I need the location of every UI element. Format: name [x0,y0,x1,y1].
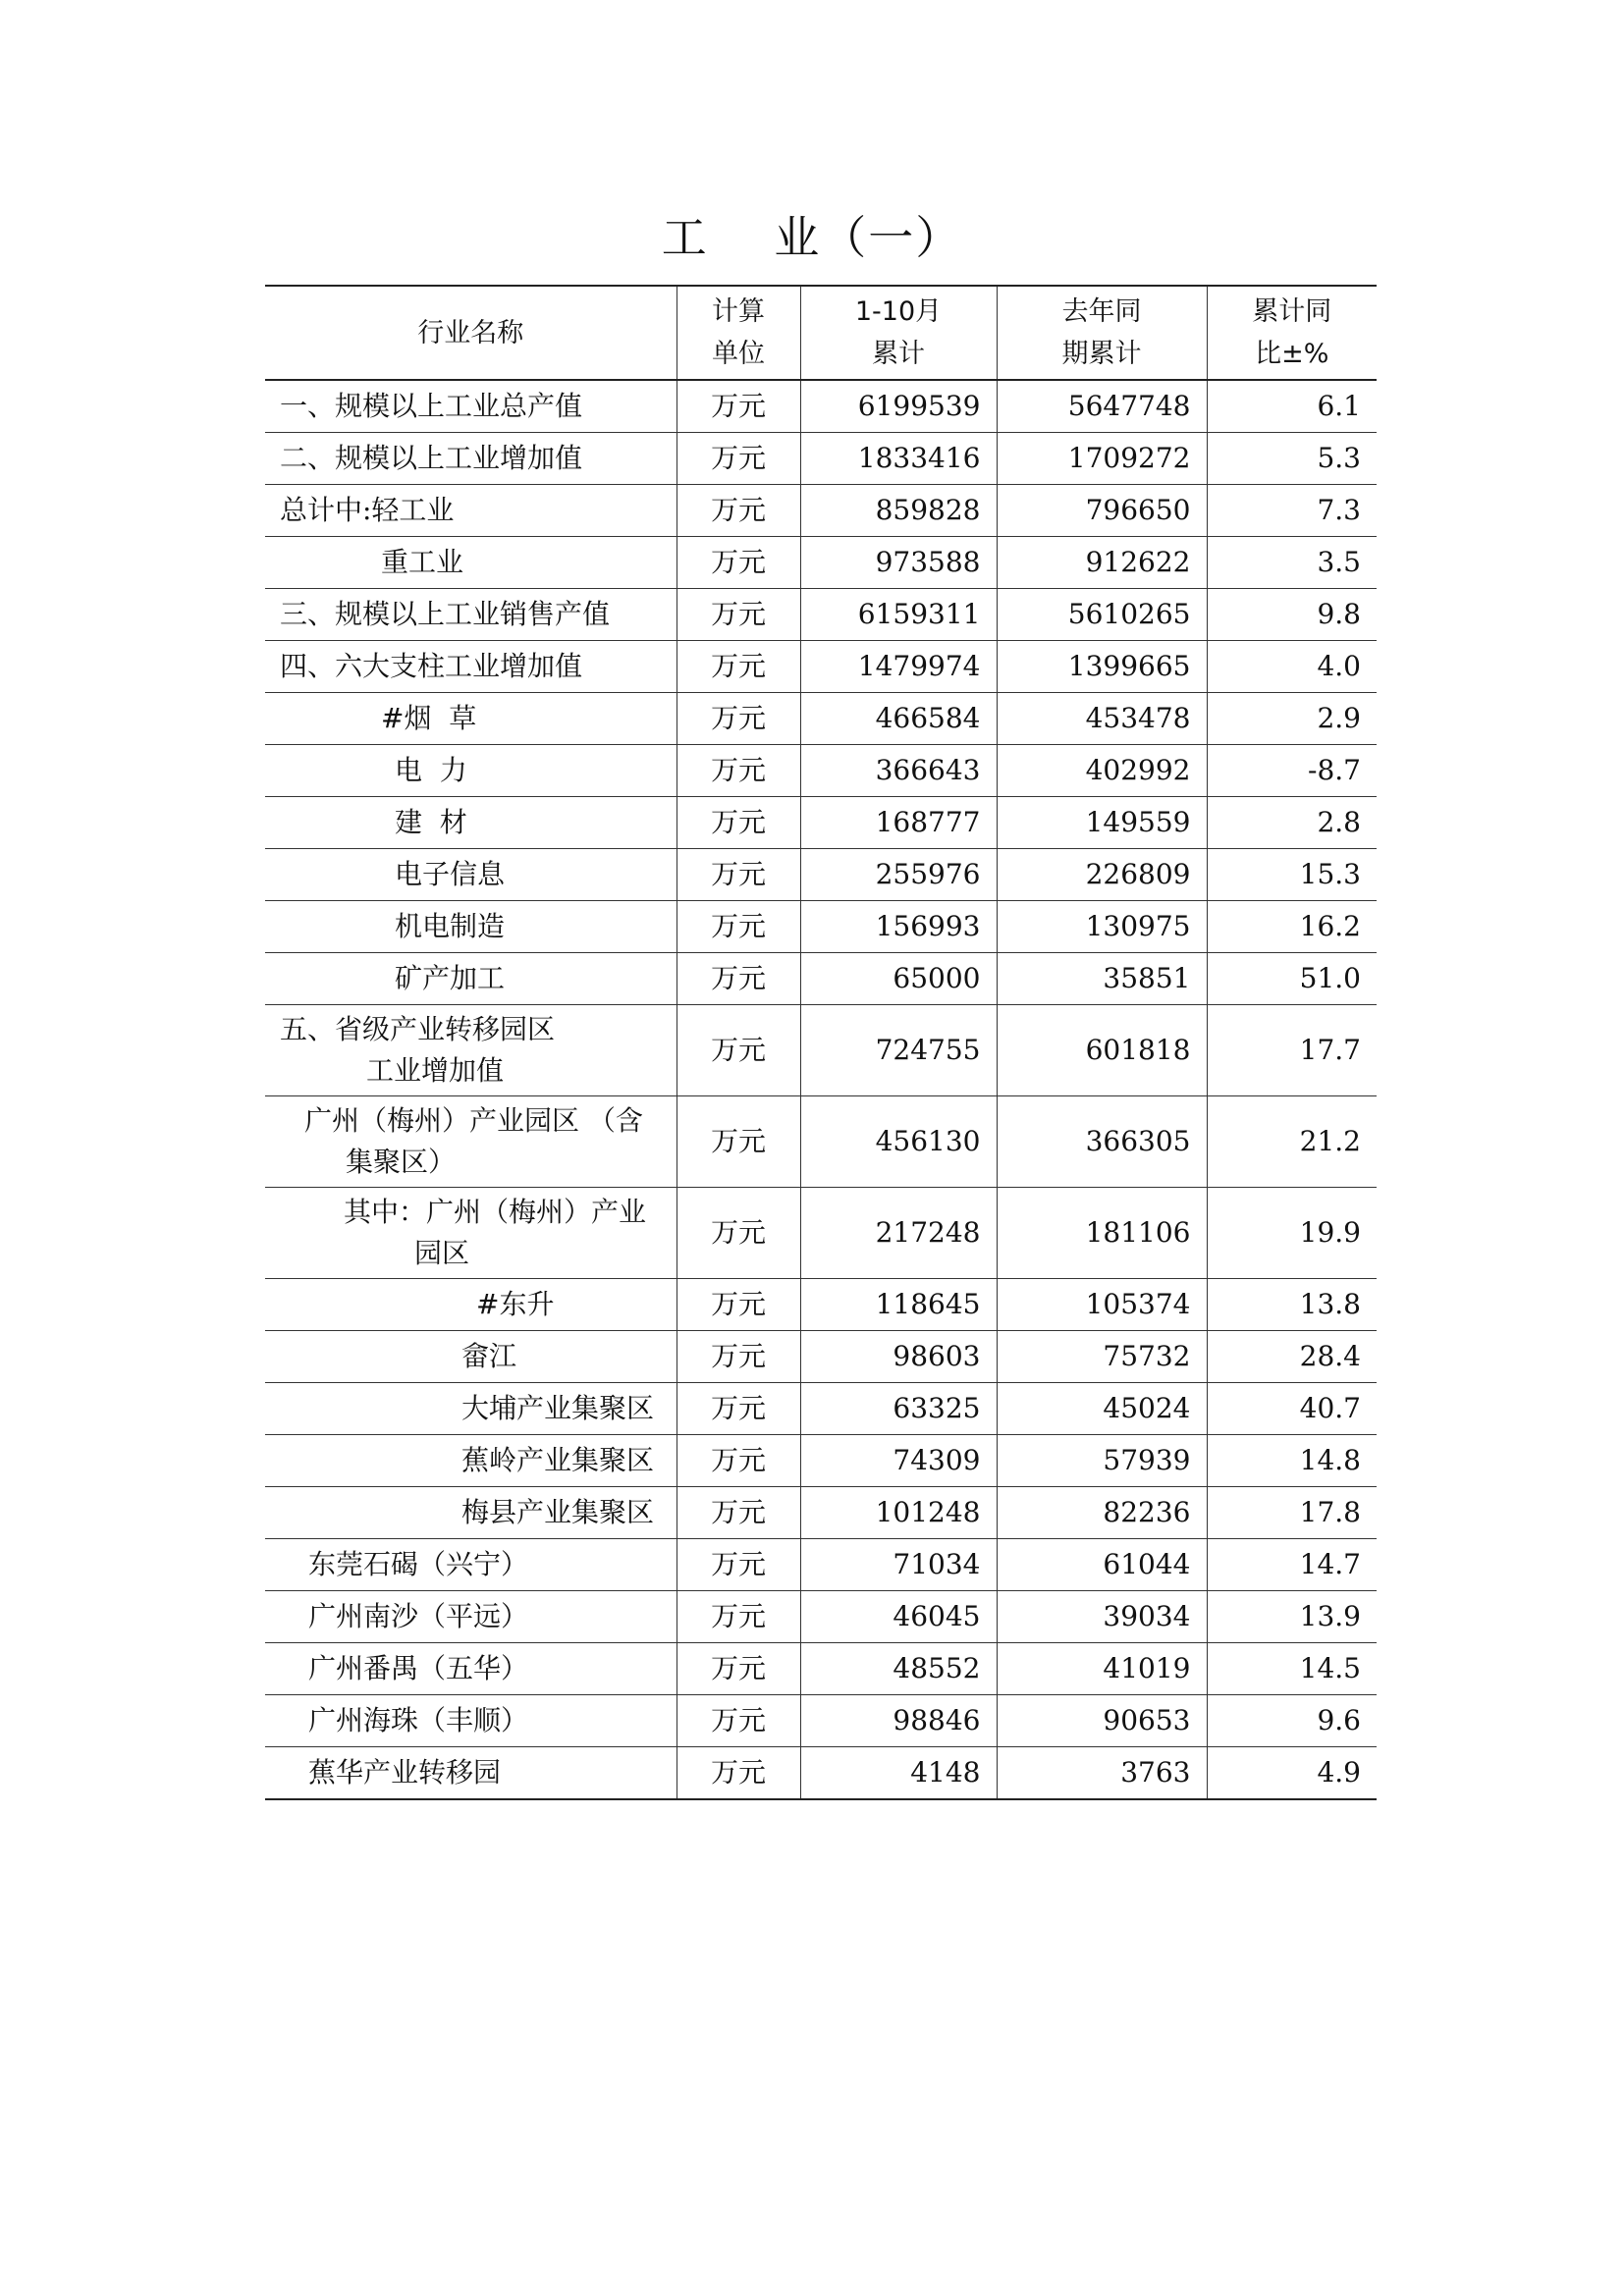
table-row [265,1005,1377,1096]
row-change-percent: 16.2 [1207,901,1377,953]
table-row [265,537,1377,589]
row-current-value: 973588 [800,537,997,589]
row-previous-value: 61044 [997,1539,1207,1591]
row-unit: 万元 [677,380,800,433]
row-previous-value: 57939 [997,1435,1207,1487]
row-name: 广州南沙（平远） [308,1600,529,1632]
row-current-value: 74309 [800,1435,997,1487]
table-row [265,1331,1377,1383]
table-row [265,1096,1377,1188]
row-unit: 万元 [677,1096,800,1188]
row-name: 重工业 [381,546,464,578]
row-name: #烟 草 [381,702,477,734]
row-previous-value: 912622 [997,537,1207,589]
row-current-value: 6199539 [800,380,997,433]
table-row [265,797,1377,849]
row-current-value: 63325 [800,1383,997,1435]
row-name: 电 力 [395,754,467,786]
row-name-cell [265,797,677,849]
row-previous-value: 402992 [997,745,1207,797]
header-previous-line2: 期累计 [1061,339,1142,369]
table-row [265,849,1377,901]
row-unit: 万元 [677,433,800,485]
row-previous-value: 75732 [997,1331,1207,1383]
row-unit: 万元 [677,641,800,693]
table-row [265,1643,1377,1695]
row-name-cell [265,1279,677,1331]
header-current-line2: 累计 [872,339,925,369]
header-unit [677,286,800,380]
row-current-value: 456130 [800,1096,997,1188]
row-name-cell [265,433,677,485]
row-unit: 万元 [677,1331,800,1383]
header-previous-line1: 去年同 [1061,296,1142,327]
row-name: 建 材 [395,806,467,838]
row-change-percent: 14.8 [1207,1435,1377,1487]
row-previous-value: 149559 [997,797,1207,849]
row-name-line2: 工业增加值 [366,1054,505,1087]
row-name: 广州海珠（丰顺） [308,1704,529,1736]
row-unit: 万元 [677,1383,800,1435]
row-name: 机电制造 [395,910,506,942]
row-name-cell [265,1435,677,1487]
row-change-percent: 51.0 [1207,953,1377,1005]
row-current-value: 71034 [800,1539,997,1591]
row-previous-value: 105374 [997,1279,1207,1331]
row-name: 总计中:轻工业 [280,494,455,526]
row-name-cell [265,641,677,693]
table-row [265,1188,1377,1279]
row-unit: 万元 [677,1005,800,1096]
row-name-line2: 集聚区） [346,1146,457,1178]
row-change-percent: 7.3 [1207,485,1377,537]
row-change-percent: 40.7 [1207,1383,1377,1435]
table-row [265,745,1377,797]
row-name: 其中：广州（梅州）产业 [344,1196,647,1228]
table-row [265,1695,1377,1747]
row-previous-value: 41019 [997,1643,1207,1695]
row-unit: 万元 [677,953,800,1005]
header-unit-line2: 单位 [712,339,765,369]
row-change-percent: 15.3 [1207,849,1377,901]
row-name: 矿产加工 [395,962,506,994]
row-current-value: 101248 [800,1487,997,1539]
row-previous-value: 1709272 [997,433,1207,485]
row-change-percent: 6.1 [1207,380,1377,433]
row-previous-value: 226809 [997,849,1207,901]
row-unit: 万元 [677,797,800,849]
row-unit: 万元 [677,745,800,797]
table-row [265,380,1377,433]
row-change-percent: 4.9 [1207,1747,1377,1800]
table-row [265,693,1377,745]
header-change-line2: 比±% [1255,339,1329,369]
row-previous-value: 601818 [997,1005,1207,1096]
row-name-cell [265,1747,677,1800]
table-row [265,1487,1377,1539]
row-change-percent: 17.7 [1207,1005,1377,1096]
table-row [265,1435,1377,1487]
row-current-value: 366643 [800,745,997,797]
row-change-percent: 4.0 [1207,641,1377,693]
row-name: 五、省级产业转移园区 [280,1013,556,1045]
row-previous-value: 45024 [997,1383,1207,1435]
header-yoy-change [1207,286,1377,380]
table-header-row [265,286,1377,380]
row-name-cell [265,849,677,901]
row-current-value: 724755 [800,1005,997,1096]
row-current-value: 217248 [800,1188,997,1279]
row-unit: 万元 [677,1279,800,1331]
page-title: 工 业（一） [661,211,963,264]
row-change-percent: 3.5 [1207,537,1377,589]
row-unit: 万元 [677,1435,800,1487]
row-previous-value: 82236 [997,1487,1207,1539]
row-previous-value: 5610265 [997,589,1207,641]
row-change-percent: 17.8 [1207,1487,1377,1539]
row-name: 三、规模以上工业销售产值 [280,598,611,630]
row-unit: 万元 [677,1591,800,1643]
row-name: 蕉岭产业集聚区 [461,1444,655,1476]
row-name-cell [265,745,677,797]
row-current-value: 156993 [800,901,997,953]
row-unit: 万元 [677,589,800,641]
row-change-percent: 2.9 [1207,693,1377,745]
row-current-value: 1479974 [800,641,997,693]
row-name: 广州番禺（五华） [308,1652,529,1684]
table-row [265,901,1377,953]
row-name-cell [265,1695,677,1747]
row-current-value: 98846 [800,1695,997,1747]
row-unit: 万元 [677,849,800,901]
row-change-percent: 9.6 [1207,1695,1377,1747]
table-row [265,1747,1377,1800]
row-change-percent: 21.2 [1207,1096,1377,1188]
row-name-cell [265,1383,677,1435]
row-unit: 万元 [677,485,800,537]
row-current-value: 6159311 [800,589,997,641]
row-name-cell [265,1539,677,1591]
row-name-line2: 园区 [414,1237,470,1269]
row-name: 二、规模以上工业增加值 [280,442,583,474]
row-name: 广州（梅州）产业园区 （含 [304,1104,643,1137]
header-unit-line1: 计算 [712,296,765,327]
row-unit: 万元 [677,693,800,745]
table-row [265,1383,1377,1435]
row-change-percent: 5.3 [1207,433,1377,485]
row-previous-value: 366305 [997,1096,1207,1188]
row-current-value: 46045 [800,1591,997,1643]
row-previous-value: 39034 [997,1591,1207,1643]
row-name: 梅县产业集聚区 [461,1496,655,1528]
row-previous-value: 130975 [997,901,1207,953]
row-current-value: 48552 [800,1643,997,1695]
row-current-value: 98603 [800,1331,997,1383]
row-name-cell [265,901,677,953]
row-name: 蕉华产业转移园 [308,1756,502,1789]
row-previous-value: 3763 [997,1747,1207,1800]
row-name-cell [265,1096,677,1188]
row-unit: 万元 [677,1747,800,1800]
row-name: #东升 [476,1288,555,1320]
header-industry-name-label: 行业名称 [417,317,524,348]
table-row [265,1279,1377,1331]
row-current-value: 255976 [800,849,997,901]
row-name: 四、六大支柱工业增加值 [280,650,583,682]
row-name-cell [265,1643,677,1695]
row-change-percent: 9.8 [1207,589,1377,641]
row-name: 电子信息 [395,858,506,890]
row-name-cell [265,537,677,589]
row-previous-value: 453478 [997,693,1207,745]
row-previous-value: 181106 [997,1188,1207,1279]
industry-statistics-table [265,285,1377,1800]
row-current-value: 65000 [800,953,997,1005]
row-current-value: 4148 [800,1747,997,1800]
row-unit: 万元 [677,1695,800,1747]
row-name-cell [265,1487,677,1539]
row-name: 东莞石碣（兴宁） [308,1548,529,1580]
row-name: 畲江 [461,1340,517,1372]
row-current-value: 118645 [800,1279,997,1331]
row-name-cell [265,1591,677,1643]
row-change-percent: 2.8 [1207,797,1377,849]
row-previous-value: 5647748 [997,380,1207,433]
row-name-cell [265,485,677,537]
row-name-cell [265,693,677,745]
row-previous-value: 90653 [997,1695,1207,1747]
header-current-cumulative [800,286,997,380]
row-name-cell [265,1331,677,1383]
row-change-percent: -8.7 [1207,745,1377,797]
row-name-cell [265,589,677,641]
row-current-value: 466584 [800,693,997,745]
row-unit: 万元 [677,537,800,589]
header-industry-name [265,286,677,380]
row-current-value: 859828 [800,485,997,537]
row-unit: 万元 [677,901,800,953]
row-change-percent: 13.9 [1207,1591,1377,1643]
row-change-percent: 28.4 [1207,1331,1377,1383]
row-name: 一、规模以上工业总产值 [280,390,583,422]
header-change-line1: 累计同 [1252,296,1332,327]
table-row [265,641,1377,693]
row-name-cell [265,380,677,433]
row-change-percent: 19.9 [1207,1188,1377,1279]
table-row [265,1539,1377,1591]
row-previous-value: 1399665 [997,641,1207,693]
table-row [265,433,1377,485]
row-unit: 万元 [677,1643,800,1695]
row-change-percent: 14.5 [1207,1643,1377,1695]
row-name-cell [265,953,677,1005]
row-unit: 万元 [677,1539,800,1591]
row-change-percent: 14.7 [1207,1539,1377,1591]
header-previous-cumulative [997,286,1207,380]
row-previous-value: 796650 [997,485,1207,537]
table-row [265,953,1377,1005]
row-unit: 万元 [677,1487,800,1539]
row-current-value: 1833416 [800,433,997,485]
table-row [265,589,1377,641]
header-current-line1: 1-10月 [854,296,943,327]
row-previous-value: 35851 [997,953,1207,1005]
row-change-percent: 13.8 [1207,1279,1377,1331]
table-row [265,1591,1377,1643]
row-unit: 万元 [677,1188,800,1279]
row-name-cell [265,1188,677,1279]
row-name: 大埔产业集聚区 [461,1392,655,1424]
table-row [265,485,1377,537]
row-name-cell [265,1005,677,1096]
row-current-value: 168777 [800,797,997,849]
